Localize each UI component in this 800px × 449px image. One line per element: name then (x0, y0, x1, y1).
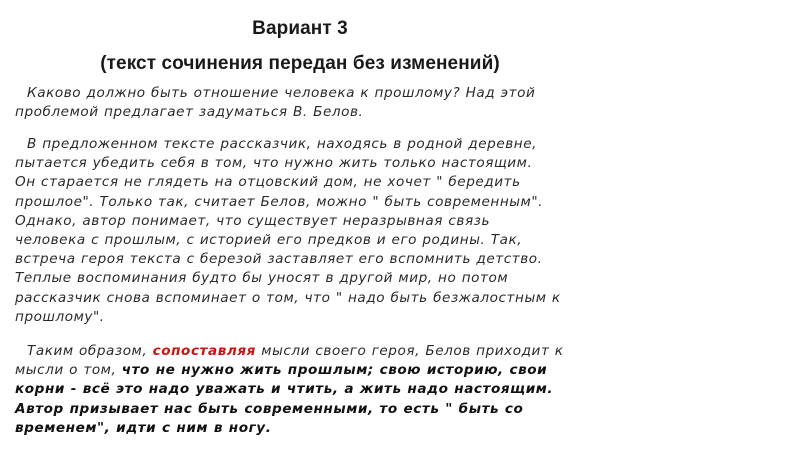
text-line: Он старается не глядеть на отцовский дом, не хочет " бередить (15, 174, 521, 191)
text-line: прошлое". Только так, считает Белов, можно " быть современным". (15, 193, 544, 210)
highlighted-word: сопоставляя (152, 343, 256, 359)
bold-text-run: что не нужно жить прошлым; свою историю, свои (121, 362, 548, 379)
text-line (15, 361, 590, 380)
text-line: Каково должно быть отношение человека к прошлому? Над этой (27, 85, 536, 101)
text-line: человека с прошлым, с историей его предков и его родины. Так, (15, 232, 523, 249)
text-line: В предложенном тексте рассказчик, находясь в родной деревне, (27, 136, 538, 152)
slide-title: Вариант 3 (252, 18, 348, 39)
bold-text-line: Автор призывает нас быть современными, то есть " быть со (15, 400, 524, 417)
bold-text-line: корни - всё это надо уважать и чтить, а жить надо настоящим. (15, 381, 554, 398)
paragraph-argument (15, 135, 590, 327)
bold-text-line: временем", идти с ним в ногу. (15, 419, 272, 436)
text-line: пытается убедить себя в том, что нужно жить только настоящим. (15, 155, 533, 172)
text-line: прошлому". (15, 308, 105, 325)
text-run: Таким образом, (27, 343, 153, 359)
slide-subtitle: (текст сочинения передан без изменений) (100, 53, 500, 74)
text-line: Теплые воспоминания будто бы уносят в другой мир, но потом (15, 270, 509, 287)
paragraph-conclusion (15, 342, 590, 438)
text-run: мысли о том, (15, 362, 122, 379)
text-line (15, 342, 590, 361)
text-line: проблемой предлагает задуматься В. Белов. (15, 104, 364, 121)
text-line: Однако, автор понимает, что существует неразрывная связь (15, 212, 491, 229)
text-line: рассказчик снова вспоминает о том, что " надо быть безжалостным к (15, 289, 561, 306)
text-run: мысли своего героя, Белов приходит к (255, 343, 564, 359)
text-line: встреча героя текста с березой заставляет его вспомнить детство. (15, 251, 543, 268)
paragraph-intro (15, 84, 590, 122)
